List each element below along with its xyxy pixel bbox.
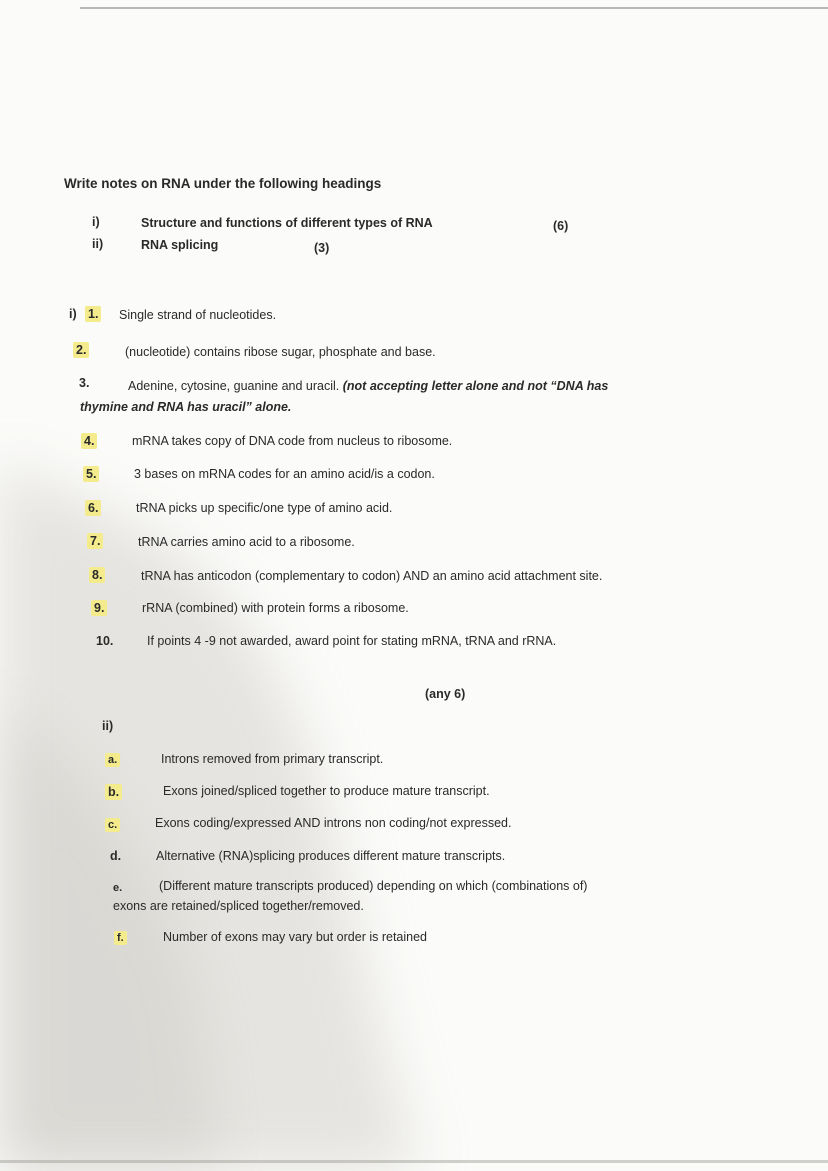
point-a-number: a.	[105, 753, 120, 767]
paper-edge-bottom	[0, 1160, 828, 1163]
question-title: Write notes on RNA under the following headings	[64, 176, 382, 191]
part-ii-label: ii)	[102, 719, 114, 733]
point-c-text: Exons coding/expressed AND introns non coding/not expressed.	[155, 816, 512, 830]
point-1-number: 1.	[85, 306, 101, 322]
point-d-text: Alternative (RNA)splicing produces different mature transcripts.	[156, 849, 506, 863]
point-9-text: rRNA (combined) with protein forms a ribosome.	[142, 601, 409, 615]
point-5-text: 3 bases on mRNA codes for an amino acid/is a codon.	[134, 467, 435, 481]
heading-ii-marks: (3)	[314, 241, 330, 255]
heading-ii-number: ii)	[92, 237, 104, 251]
point-3-text	[128, 378, 608, 394]
point-1-text: Single strand of nucleotides.	[119, 308, 277, 322]
point-9-number: 9.	[91, 600, 107, 616]
heading-i-number: i)	[92, 215, 100, 229]
point-7-number: 7.	[87, 533, 103, 549]
point-b-number: b.	[105, 784, 122, 800]
point-4-text: mRNA takes copy of DNA code from nucleus to ribosome.	[132, 434, 453, 448]
point-d-number: d.	[110, 849, 122, 863]
point-3-note-line2: thymine and RNA has uracil” alone.	[80, 400, 292, 414]
part-i-marks: (any 6)	[425, 687, 466, 701]
point-2-text: (nucleotide) contains ribose sugar, phosphate and base.	[125, 345, 436, 359]
heading-ii-text: RNA splicing	[141, 238, 219, 252]
point-f-text: Number of exons may vary but order is retained	[163, 930, 428, 944]
point-3-number: 3.	[79, 376, 90, 390]
point-8-number: 8.	[89, 567, 105, 583]
point-e-number: e.	[113, 882, 123, 894]
point-4-number: 4.	[81, 433, 97, 449]
point-f-number: f.	[114, 931, 127, 945]
point-7-text: tRNA carries amino acid to a ribosome.	[138, 535, 355, 549]
heading-i-marks: (6)	[553, 219, 569, 233]
point-8-text: tRNA has anticodon (complementary to codon) AND an amino acid attachment site.	[141, 569, 603, 583]
heading-i-text: Structure and functions of different types of RNA	[141, 216, 433, 230]
point-2-number: 2.	[73, 342, 89, 358]
point-b-text: Exons joined/spliced together to produce mature transcript.	[163, 784, 490, 798]
point-6-number: 6.	[85, 500, 101, 516]
point-e-text: (Different mature transcripts produced) depending on which (combinations of)	[159, 879, 588, 893]
point-3-note-line1: (not accepting letter alone and not “DNA has	[342, 379, 609, 393]
paper-edge-top	[80, 7, 828, 9]
part-i-label: i)	[69, 307, 77, 321]
point-c-number: c.	[105, 818, 120, 832]
point-e-text-line2: exons are retained/spliced together/removed.	[113, 899, 364, 913]
point-10-number: 10.	[96, 634, 114, 648]
point-3-main: Adenine, cytosine, guanine and uracil.	[128, 379, 340, 393]
point-5-number: 5.	[83, 466, 99, 482]
point-10-text: If points 4 -9 not awarded, award point for stating mRNA, tRNA and rRNA.	[147, 634, 557, 648]
point-6-text: tRNA picks up specific/one type of amino acid.	[136, 501, 393, 515]
point-a-text: Introns removed from primary transcript.	[161, 752, 384, 766]
